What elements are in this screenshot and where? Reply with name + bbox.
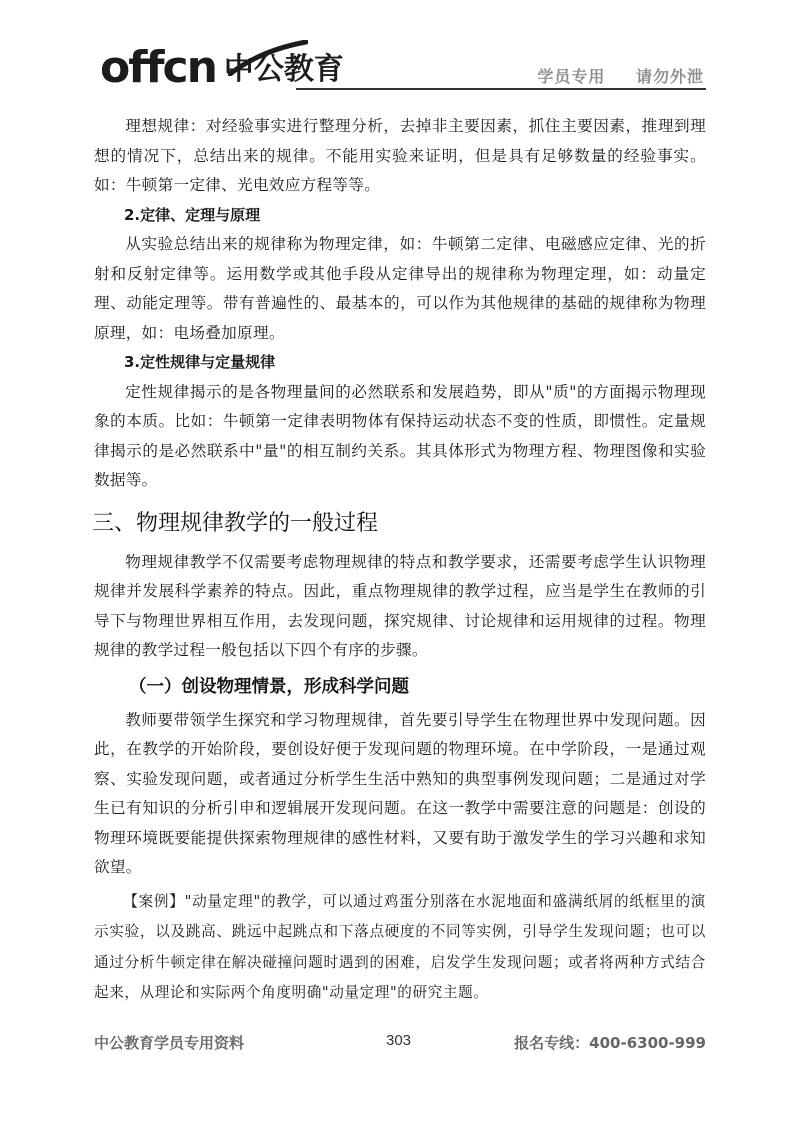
- paragraph-teaching-process: 物理规律教学不仅需要考虑物理规律的特点和教学要求，还需要考虑学生认识物理规律并发展科学素养的特点。因此，重点物理规律的教学过程，应当是学生在教师的引导下与物理世界相互作用，去发现问题，探究规律、讨论规律和运用规律的过程。物理规律的教学过程一般包括以下四个有序的步骤。: [94, 552, 706, 659]
- heading-qualitative-quantitative: 3.定性规律与定量规律: [124, 353, 276, 371]
- page-number: 303: [386, 1032, 412, 1049]
- paragraph-law-theorem-principle: 从实验总结出来的规律称为物理定律，如：牛顿第二定律、电磁感应定律、光的折射和反射定律等。运用数学或其他手段从定律导出的规律称为物理定理，如：动量定理、动能定理等。带有普遍性的、最基本的，可以作为其他规律的基础的规律称为物理原理，如：电场叠加原理。: [94, 235, 706, 342]
- heading-law-theorem-principle: 2.定律、定理与原理: [124, 205, 261, 224]
- footer-material-label: 中公教育学员专用资料: [94, 1034, 245, 1052]
- page-body: [94, 112, 706, 1009]
- subsection-title: （一）创设物理情景，形成科学问题: [129, 676, 409, 697]
- paragraph-create-scenario: 教师要带领学生探究和学习物理规律，首先要引导学生在物理世界中发现问题。因此，在教学的开始阶段，要创设好便于发现问题的物理环境。在中学阶段，一是通过观察、实验发现问题，或者通过分析学生生活中熟知的典型事例发现问题；二是通过对学生已有知识的分析引申和逻辑展开发现问题。在这一教学中需要注意的问题是：创设的物理环境既要能提供探索物理规律的感性材料，又要有助于激发学生的学习兴趣和求知欲望。: [94, 710, 706, 876]
- header-notice: [523, 64, 704, 87]
- paragraph-qualitative-quantitative: 定性规律揭示的是各物理量间的必然联系和发展趋势，即从"质"的方面揭示物理现象的本质。比如：牛顿第一定律表明物体有保持运动状态不变的性质，即惯性。定量规律揭示的是必然联系中"量"的相互制约关系。其具体形式为物理方程、物理图像和实验数据等。: [94, 382, 706, 489]
- paragraph-ideal-law: 理想规律：对经验事实进行整理分析，去掉非主要因素，抓住主要因素，推理到理想的情况下，总结出来的规律。不能用实验来证明，但是具有足够数量的经验事实。如：牛顿第一定律、光电效应方程等等。: [94, 117, 706, 194]
- logo-wordmark: offcn: [100, 42, 216, 93]
- section-title: 三、物理规律教学的一般过程: [92, 510, 379, 536]
- footer-hotline: 报名专线：400-6300-999: [514, 1034, 706, 1052]
- logo-swoosh-icon: [228, 40, 308, 76]
- header-note-students-only: 学员专用: [537, 67, 606, 86]
- case-example: 【案例】"动量定理"的教学，可以通过鸡蛋分别落在水泥地面和盛满纸屑的纸框里的演示实验，以及跳高、跳远中起跳点和下落点硬度的不同等实例，引导学生发现问题；也可以通过分析牛顿定律在解决碰撞问题时遇到的困难，启发学生发现问题；或者将两种方式结合起来，从理论和实际两个角度明确"动量定理"的研究主题。: [94, 892, 706, 1001]
- logo-chinese-name: 中公教育: [223, 52, 344, 87]
- header-note-do-not-leak: 请勿外泄: [635, 67, 704, 86]
- offcn-logo: [100, 40, 344, 93]
- page-header: [0, 0, 800, 100]
- header-rule: [296, 88, 706, 90]
